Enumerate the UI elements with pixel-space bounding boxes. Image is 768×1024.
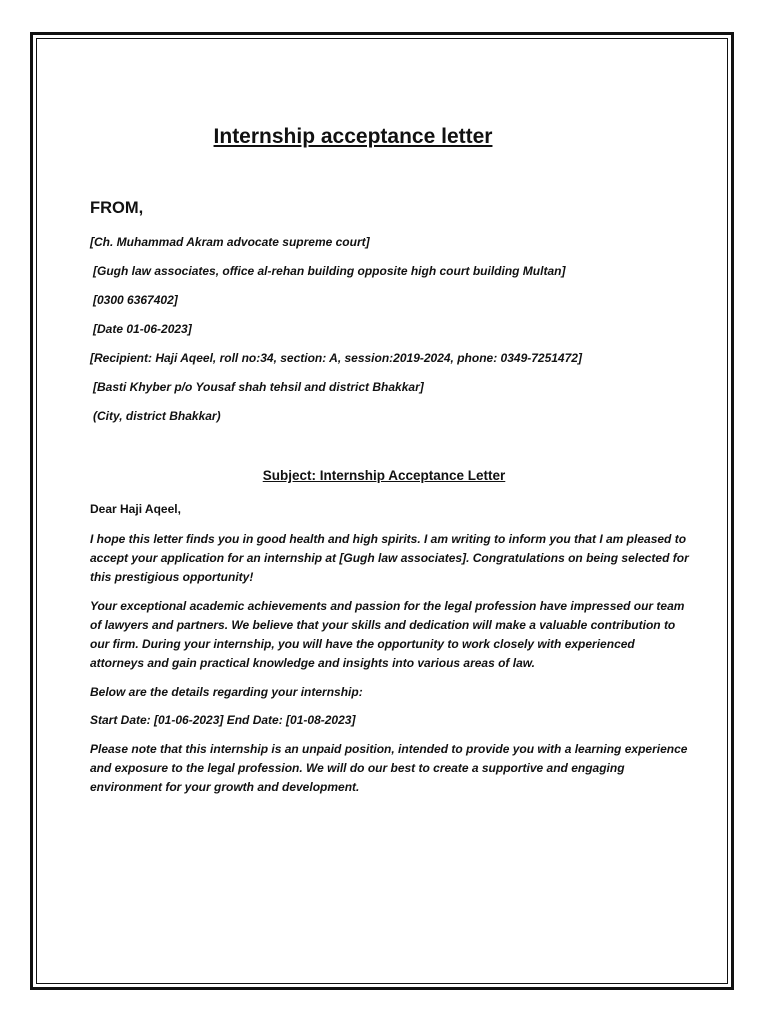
salutation: Dear Haji Aqeel,: [90, 502, 181, 516]
letter-date: [Date 01-06-2023]: [93, 322, 192, 336]
letter-subject: Subject: Internship Acceptance Letter: [262, 468, 506, 483]
from-heading: FROM,: [90, 199, 144, 217]
recipient-city: (City, district Bhakkar): [93, 409, 221, 423]
letter-title: Internship acceptance letter: [213, 125, 493, 148]
paragraph-details-intro: Below are the details regarding your internship:: [90, 685, 363, 699]
paragraph-unpaid-note: Please note that this internship is an unpaid position, intended to provide you with a learning experience and exposure to the legal profession. We will do our best to create a supportive and engaging environment for your growth and development.: [90, 742, 688, 794]
paragraph-achievements: Your exceptional academic achievements and passion for the legal profession have impressed our team of lawyers and partners. We believe that your skills and dedication will make a valuable contribution to our firm. During your internship, you will have the opportunity to work closely with experienced attorneys and gain practical knowledge and insights into various areas of law.: [90, 599, 685, 670]
recipient-details: [Recipient: Haji Aqeel, roll no:34, section: A, session:2019-2024, phone: 0349-7251472]: [90, 351, 582, 365]
sender-phone: [0300 6367402]: [93, 293, 178, 307]
paragraph-dates: Start Date: [01-06-2023] End Date: [01-08-2023]: [90, 713, 356, 727]
paragraph-intro: I hope this letter finds you in good health and high spirits. I am writing to inform you that I am pleased to accept your application for an internship at [Gugh law associates]. Congratulations on being selected for this prestigious opportunity!: [90, 532, 689, 584]
sender-name: [Ch. Muhammad Akram advocate supreme court]: [90, 235, 370, 249]
recipient-address: [Basti Khyber p/o Yousaf shah tehsil and district Bhakkar]: [93, 380, 424, 394]
sender-address: [Gugh law associates, office al-rehan building opposite high court building Multan]: [93, 264, 566, 278]
